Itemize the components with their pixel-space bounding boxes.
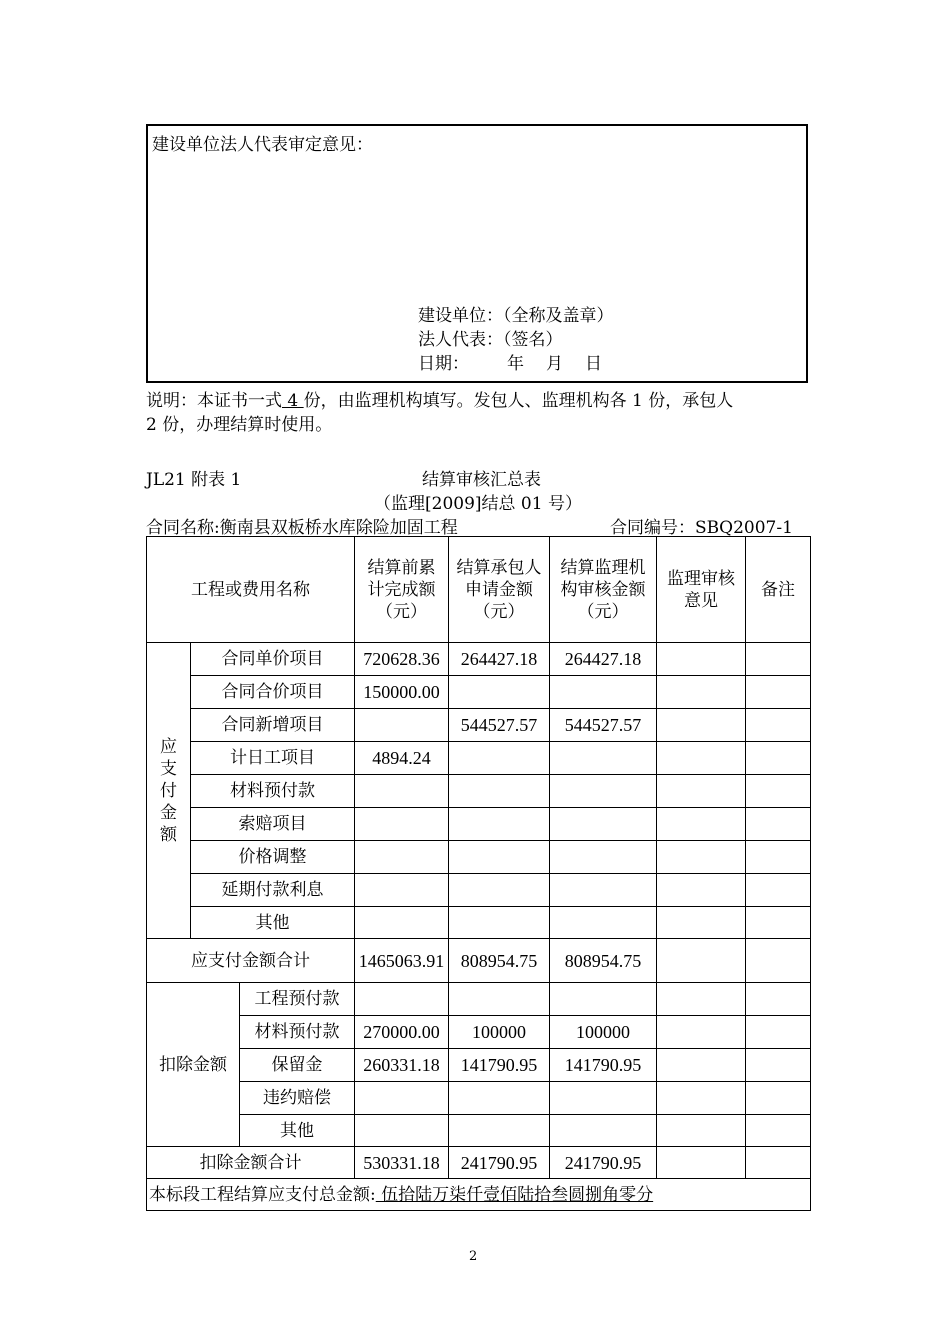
row-v2 [449, 1082, 550, 1115]
row-remark [746, 1049, 811, 1082]
form-code: JL21 附表 1 [146, 470, 242, 490]
row-name: 材料预付款 [191, 775, 355, 808]
row-remark [746, 874, 811, 907]
table-row [147, 742, 811, 775]
table-row [147, 907, 811, 939]
row-v2 [449, 676, 550, 709]
row-opinion [657, 939, 746, 983]
row-remark [746, 1115, 811, 1147]
row-opinion [657, 1082, 746, 1115]
note-line-2: 2 份，办理结算时使用。 [146, 415, 333, 435]
row-v1: 270000.00 [355, 1016, 449, 1049]
row-v2 [449, 775, 550, 808]
row-v2: 141790.95 [449, 1049, 550, 1082]
row-name: 材料预付款 [240, 1016, 355, 1049]
date-label: 日期： [418, 354, 469, 374]
table-row [147, 874, 811, 907]
row-v2 [449, 983, 550, 1016]
header-col4: 监理审核 意见 [657, 537, 746, 643]
row-v1 [355, 874, 449, 907]
header-col1: 结算前累 计完成额 （元） [355, 537, 449, 643]
row-name: 计日工项目 [191, 742, 355, 775]
header-col5: 备注 [746, 537, 811, 643]
grand-total-label: 本标段工程结算应支付总金额: [149, 1184, 376, 1205]
row-v2 [449, 874, 550, 907]
date-line [418, 352, 602, 376]
header-row [147, 537, 811, 643]
row-name: 合同新增项目 [191, 709, 355, 742]
row-v3 [550, 676, 657, 709]
row-v3: 141790.95 [550, 1049, 657, 1082]
row-remark [746, 1082, 811, 1115]
row-name: 合同单价项目 [191, 643, 355, 676]
row-v1: 4894.24 [355, 742, 449, 775]
day-label: 日 [585, 354, 602, 374]
month-label: 月 [546, 354, 563, 374]
row-opinion [657, 1049, 746, 1082]
grand-total-row [147, 1179, 811, 1211]
row-opinion [657, 1147, 746, 1179]
row-v2 [449, 1115, 550, 1147]
row-remark [746, 939, 811, 983]
row-opinion [657, 907, 746, 939]
deduct-total-row [147, 1147, 811, 1179]
row-v3 [550, 775, 657, 808]
table-row [147, 643, 811, 676]
row-v3 [550, 808, 657, 841]
row-name: 违约赔偿 [240, 1082, 355, 1115]
year-label: 年 [507, 354, 524, 374]
contract-name: 合同名称:衡南县双板桥水库除险加固工程 [146, 518, 458, 538]
header-col2: 结算承包人 申请金额 （元） [449, 537, 550, 643]
table-row [147, 983, 811, 1016]
row-name: 保留金 [240, 1049, 355, 1082]
table-row [147, 841, 811, 874]
row-v2 [449, 742, 550, 775]
row-v1 [355, 983, 449, 1016]
row-v2: 264427.18 [449, 643, 550, 676]
row-remark [746, 742, 811, 775]
row-opinion [657, 676, 746, 709]
row-v1: 1465063.91 [355, 939, 449, 983]
row-v2: 241790.95 [449, 1147, 550, 1179]
row-v1: 150000.00 [355, 676, 449, 709]
row-name: 延期付款利息 [191, 874, 355, 907]
table-row [147, 1115, 811, 1147]
row-v2: 100000 [449, 1016, 550, 1049]
row-remark [746, 1016, 811, 1049]
row-opinion [657, 709, 746, 742]
contract-number: 合同编号：SBQ2007-1 [610, 518, 793, 538]
row-name: 其他 [240, 1115, 355, 1147]
grand-total-cell [147, 1179, 811, 1211]
row-v1 [355, 775, 449, 808]
settlement-table [146, 536, 811, 1211]
row-v3: 241790.95 [550, 1147, 657, 1179]
row-name: 其他 [191, 907, 355, 939]
row-name: 扣除金额合计 [147, 1147, 355, 1179]
row-v1: 260331.18 [355, 1049, 449, 1082]
row-remark [746, 775, 811, 808]
row-opinion [657, 874, 746, 907]
header-col3: 结算监理机 构审核金额 （元） [550, 537, 657, 643]
row-v3 [550, 907, 657, 939]
row-opinion [657, 1016, 746, 1049]
header-item: 工程或费用名称 [147, 537, 355, 643]
table-row [147, 775, 811, 808]
row-v1 [355, 1082, 449, 1115]
row-v2: 544527.57 [449, 709, 550, 742]
table-row [147, 1082, 811, 1115]
table-row [147, 709, 811, 742]
row-opinion [657, 742, 746, 775]
row-remark [746, 841, 811, 874]
row-v3: 808954.75 [550, 939, 657, 983]
row-opinion [657, 643, 746, 676]
row-v2: 808954.75 [449, 939, 550, 983]
row-opinion [657, 983, 746, 1016]
payable-total-row [147, 939, 811, 983]
row-v2 [449, 841, 550, 874]
row-v3: 264427.18 [550, 643, 657, 676]
row-v3 [550, 874, 657, 907]
table-row [147, 808, 811, 841]
form-title: 结算审核汇总表 [422, 470, 541, 490]
row-v1 [355, 907, 449, 939]
table-row [147, 676, 811, 709]
row-remark [746, 709, 811, 742]
copies-count: 4 [282, 391, 304, 411]
form-subtitle: （监理[2009]结总 01 号） [374, 494, 582, 514]
page-number: 2 [469, 1249, 478, 1264]
row-v3: 544527.57 [550, 709, 657, 742]
row-v3 [550, 841, 657, 874]
table-row [147, 1049, 811, 1082]
note [146, 389, 810, 437]
row-v3 [550, 983, 657, 1016]
row-v3: 100000 [550, 1016, 657, 1049]
row-remark [746, 808, 811, 841]
row-name: 索赔项目 [191, 808, 355, 841]
unit-line: 建设单位：（全称及盖章） [418, 306, 614, 326]
row-remark [746, 907, 811, 939]
row-v2 [449, 907, 550, 939]
row-remark [746, 643, 811, 676]
row-v3 [550, 1115, 657, 1147]
row-opinion [657, 775, 746, 808]
table-row [147, 1016, 811, 1049]
grand-total-value: 伍拾陆万柒仟壹佰陆拾叁圆捌角零分 [375, 1184, 654, 1205]
row-v1 [355, 808, 449, 841]
row-v2 [449, 808, 550, 841]
row-remark [746, 983, 811, 1016]
row-v1 [355, 841, 449, 874]
row-v1: 720628.36 [355, 643, 449, 676]
note-line-1: 说明：本证书一式 4 份，由监理机构填写。发包人、监理机构各 1 份，承包人 [146, 391, 734, 411]
row-v3 [550, 1082, 657, 1115]
row-opinion [657, 808, 746, 841]
deduct-group-label: 扣除金额 [147, 983, 240, 1147]
row-name: 工程预付款 [240, 983, 355, 1016]
opinion-label: 建设单位法人代表审定意见： [152, 135, 373, 155]
approval-box [146, 124, 808, 383]
payable-group-label: 应 支 付 金 额 [147, 643, 191, 939]
representative-line: 法人代表：（签名） [418, 330, 563, 350]
row-opinion [657, 841, 746, 874]
row-v3 [550, 742, 657, 775]
row-name: 应支付金额合计 [147, 939, 355, 983]
row-remark [746, 676, 811, 709]
row-name: 价格调整 [191, 841, 355, 874]
row-name: 合同合价项目 [191, 676, 355, 709]
row-v1 [355, 1115, 449, 1147]
row-v1: 530331.18 [355, 1147, 449, 1179]
row-opinion [657, 1115, 746, 1147]
row-remark [746, 1147, 811, 1179]
row-v1 [355, 709, 449, 742]
